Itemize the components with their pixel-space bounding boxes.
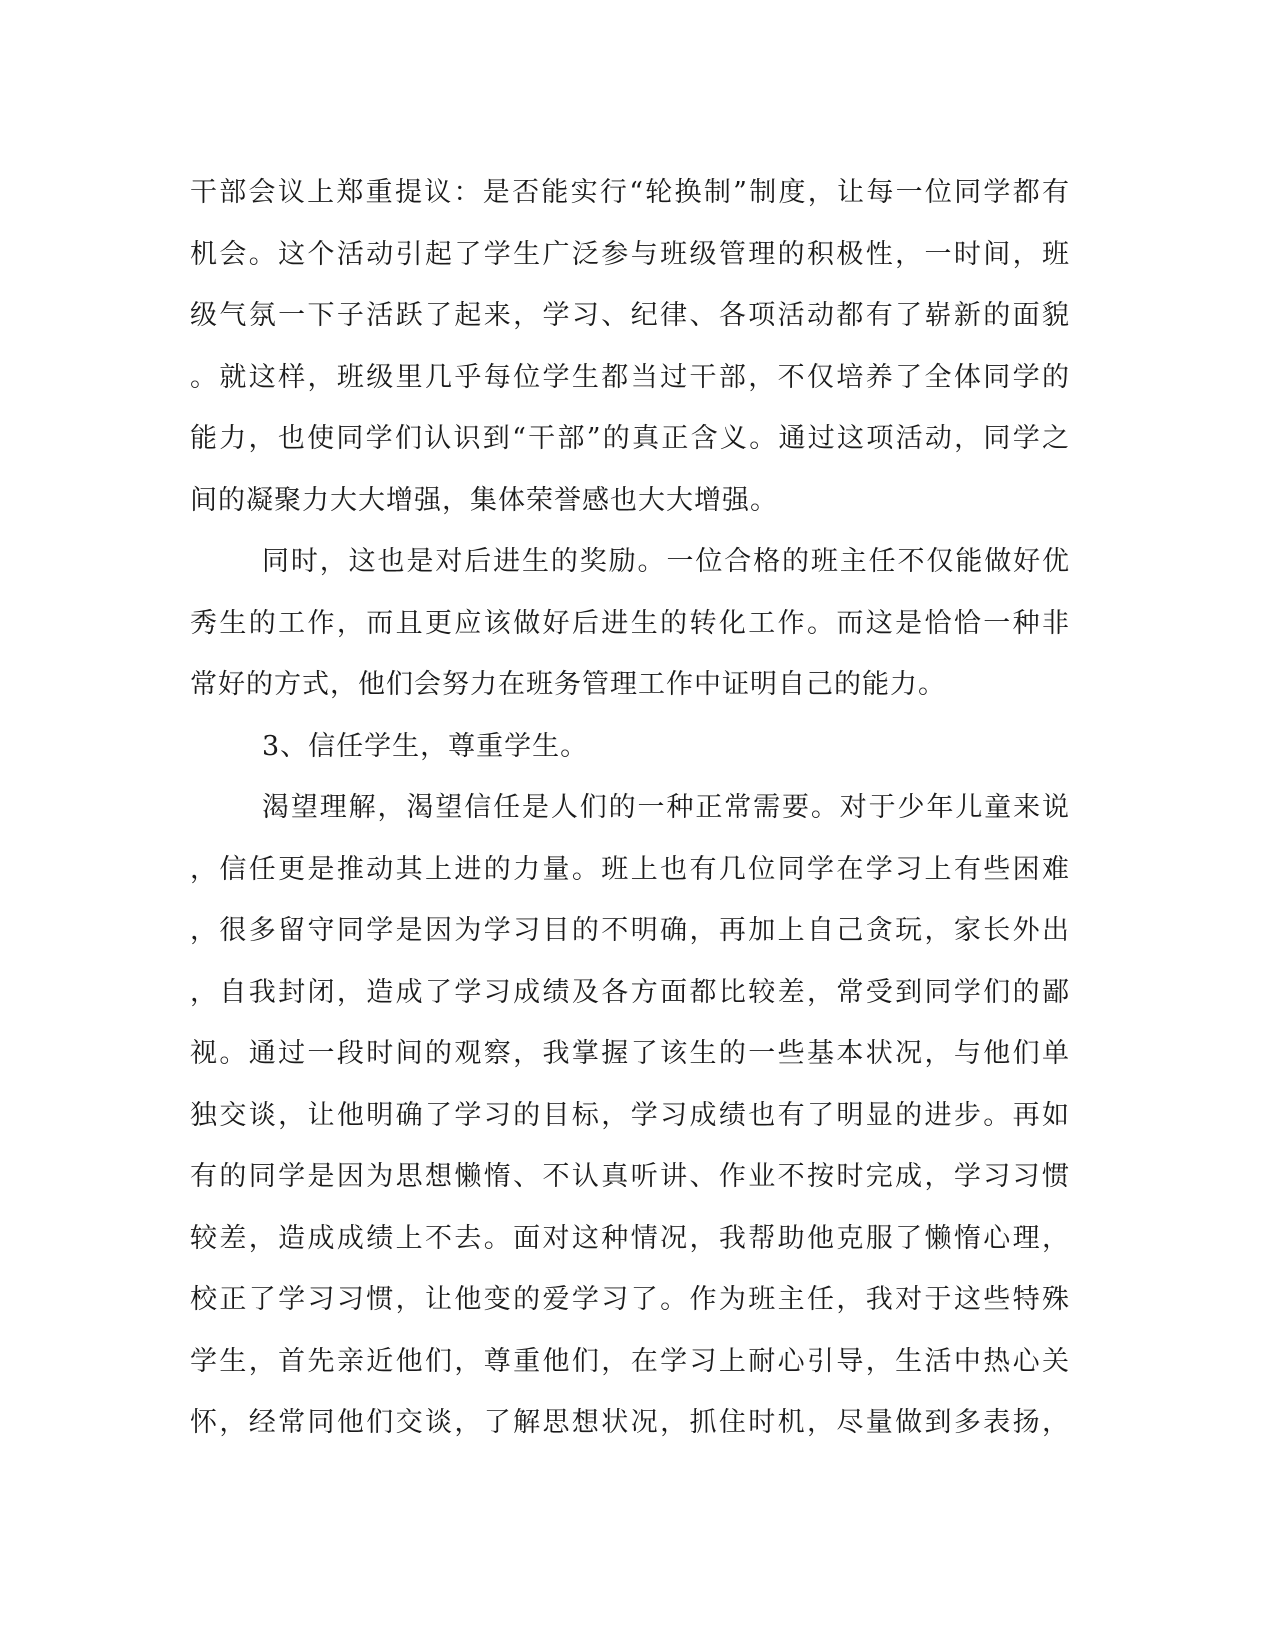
text-line: 能力，也使同学们认识到“干部”的真正含义。通过这项活动，同学之 <box>190 423 1070 454</box>
text-line: 怀，经常同他们交谈，了解思想状况，抓住时机，尽量做到多表扬， <box>190 1407 1070 1438</box>
text-line: 较差，造成成绩上不去。面对这种情况，我帮助他克服了懒惰心理， <box>190 1222 1070 1254</box>
document-body <box>190 162 1070 1454</box>
text-line: ，信任更是推动其上进的力量。班上也有几位同学在学习上有些困难 <box>190 853 1070 885</box>
section-heading <box>190 716 1070 778</box>
text-line: 视。通过一段时间的观察，我掌握了该生的一些基本状况，与他们单 <box>190 1038 1070 1069</box>
text-line: 有的同学是因为思想懒惰、不认真听讲、作业不按时完成，学习习惯 <box>190 1161 1070 1192</box>
text-line: 级气氛一下子活跃了起来，学习、纪律、各项活动都有了崭新的面貌 <box>190 300 1070 331</box>
text-line: 间的凝聚力大大增强，集体荣誉感也大大增强。 <box>190 484 778 516</box>
text-line: ，自我封闭，造成了学习成绩及各方面都比较差，常受到同学们的鄙 <box>190 976 1070 1008</box>
text-line: 。就这样，班级里几乎每位学生都当过干部，不仅培养了全体同学的 <box>190 361 1070 393</box>
text-line: 渴望理解，渴望信任是人们的一种正常需要。对于少年儿童来说 <box>262 792 1070 823</box>
text-line: 干部会议上郑重提议：是否能实行“轮换制”制度，让每一位同学都有 <box>190 177 1070 208</box>
text-line: 学生，首先亲近他们，尊重他们，在学习上耐心引导，生活中热心关 <box>190 1345 1070 1377</box>
text-line: 独交谈，让他明确了学习的目标，学习成绩也有了明显的进步。再如 <box>190 1099 1070 1131</box>
paragraph-1 <box>190 162 1070 531</box>
text-line: 校正了学习习惯，让他变的爱学习了。作为班主任，我对于这些特殊 <box>190 1284 1070 1315</box>
paragraph-2 <box>190 531 1070 716</box>
text-line: 秀生的工作，而且更应该做好后进生的转化工作。而这是恰恰一种非 <box>190 607 1070 639</box>
text-line: ，很多留守同学是因为学习目的不明确，再加上自己贪玩，家长外出 <box>190 915 1070 946</box>
paragraph-4 <box>190 777 1070 1454</box>
text-line: 常好的方式，他们会努力在班务管理工作中证明自己的能力。 <box>190 669 946 700</box>
text-line: 机会。这个活动引起了学生广泛参与班级管理的积极性，一时间，班 <box>190 238 1070 270</box>
text-line: 同时，这也是对后进生的奖励。一位合格的班主任不仅能做好优 <box>262 546 1070 577</box>
heading-line: 3、信任学生，尊重学生。 <box>262 730 589 762</box>
